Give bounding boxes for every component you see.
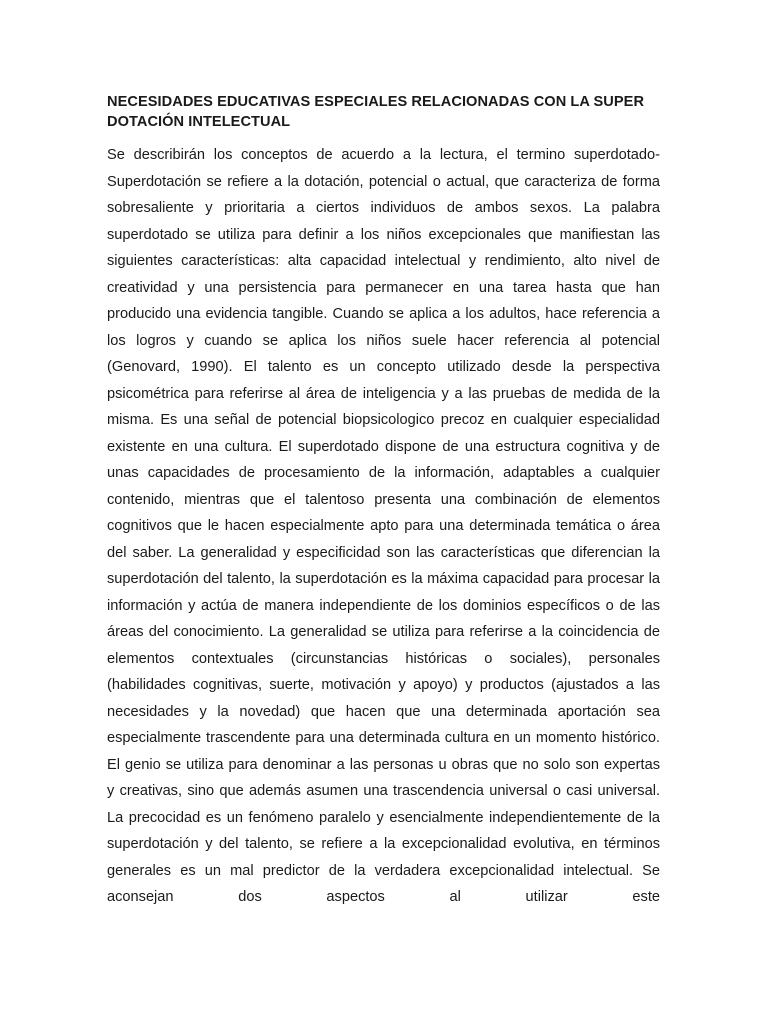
document-title: NECESIDADES EDUCATIVAS ESPECIALES RELACIONADAS CON LA SUPER DOTACIÓN INTELECTUAL [107, 94, 645, 130]
document-content [107, 92, 660, 911]
document-body-paragraph: Se describirán los conceptos de acuerdo a la lectura, el termino superdotado-Superdotación se refiere a la dotación, potencial o actual, que caracteriza de forma sobresaliente y prioritaria a ciertos individuos de ambos sexos. La palabra superdotado se utiliza para definir a los niños excepcionales que manifiestan las siguientes características: alta capacidad intelectual y rendimiento, alto nivel de creatividad y una persistencia para permanecer en una tarea hasta que han producido una evidencia tangible. Cuando se aplica a los adultos, hace referencia a los logros y cuando se aplica los niños suele hacer referencia al potencial (Genovard, 1990). El talento es un concepto utilizado desde la perspectiva psicométrica para referirse al área de inteligencia y a las pruebas de medida de la misma. Es una señal de potencial biopsicologico precoz en cualquier especialidad existente en una cultura. El superdotado dispone de una estructura cognitiva y de unas capacidades de procesamiento de la información, adaptables a cualquier contenido, mientras que el talentoso presenta una combinación de elementos cognitivos que le hacen especialmente apto para una determinada temática o área del saber. La generalidad y especificidad son las características que diferencian la superdotación del talento, la superdotación es la máxima capacidad para procesar la información y actúa de manera independiente de los dominios específicos o de las áreas del conocimiento. La generalidad se utiliza para referirse a la coincidencia de elementos contextuales (circunstancias históricas o sociales), personales (habilidades cognitivas, suerte, motivación y apoyo) y productos (ajustados a las necesidades y la novedad) que hacen que una determinada aportación sea especialmente trascendente para una determinada cultura en un momento histórico. El genio se utiliza para denominar a las personas u obras que no solo son expertas y creativas, sino que además asumen una trascendencia universal o casi universal. La precocidad es un fenómeno paralelo y esencialmente independientemente de la superdotación y del talento, se refiere a la excepcionalidad evolutiva, en términos generales es un mal predictor de la verdadera excepcionalidad intelectual. Se aconsejan dos aspectos al utilizar este [107, 147, 660, 905]
